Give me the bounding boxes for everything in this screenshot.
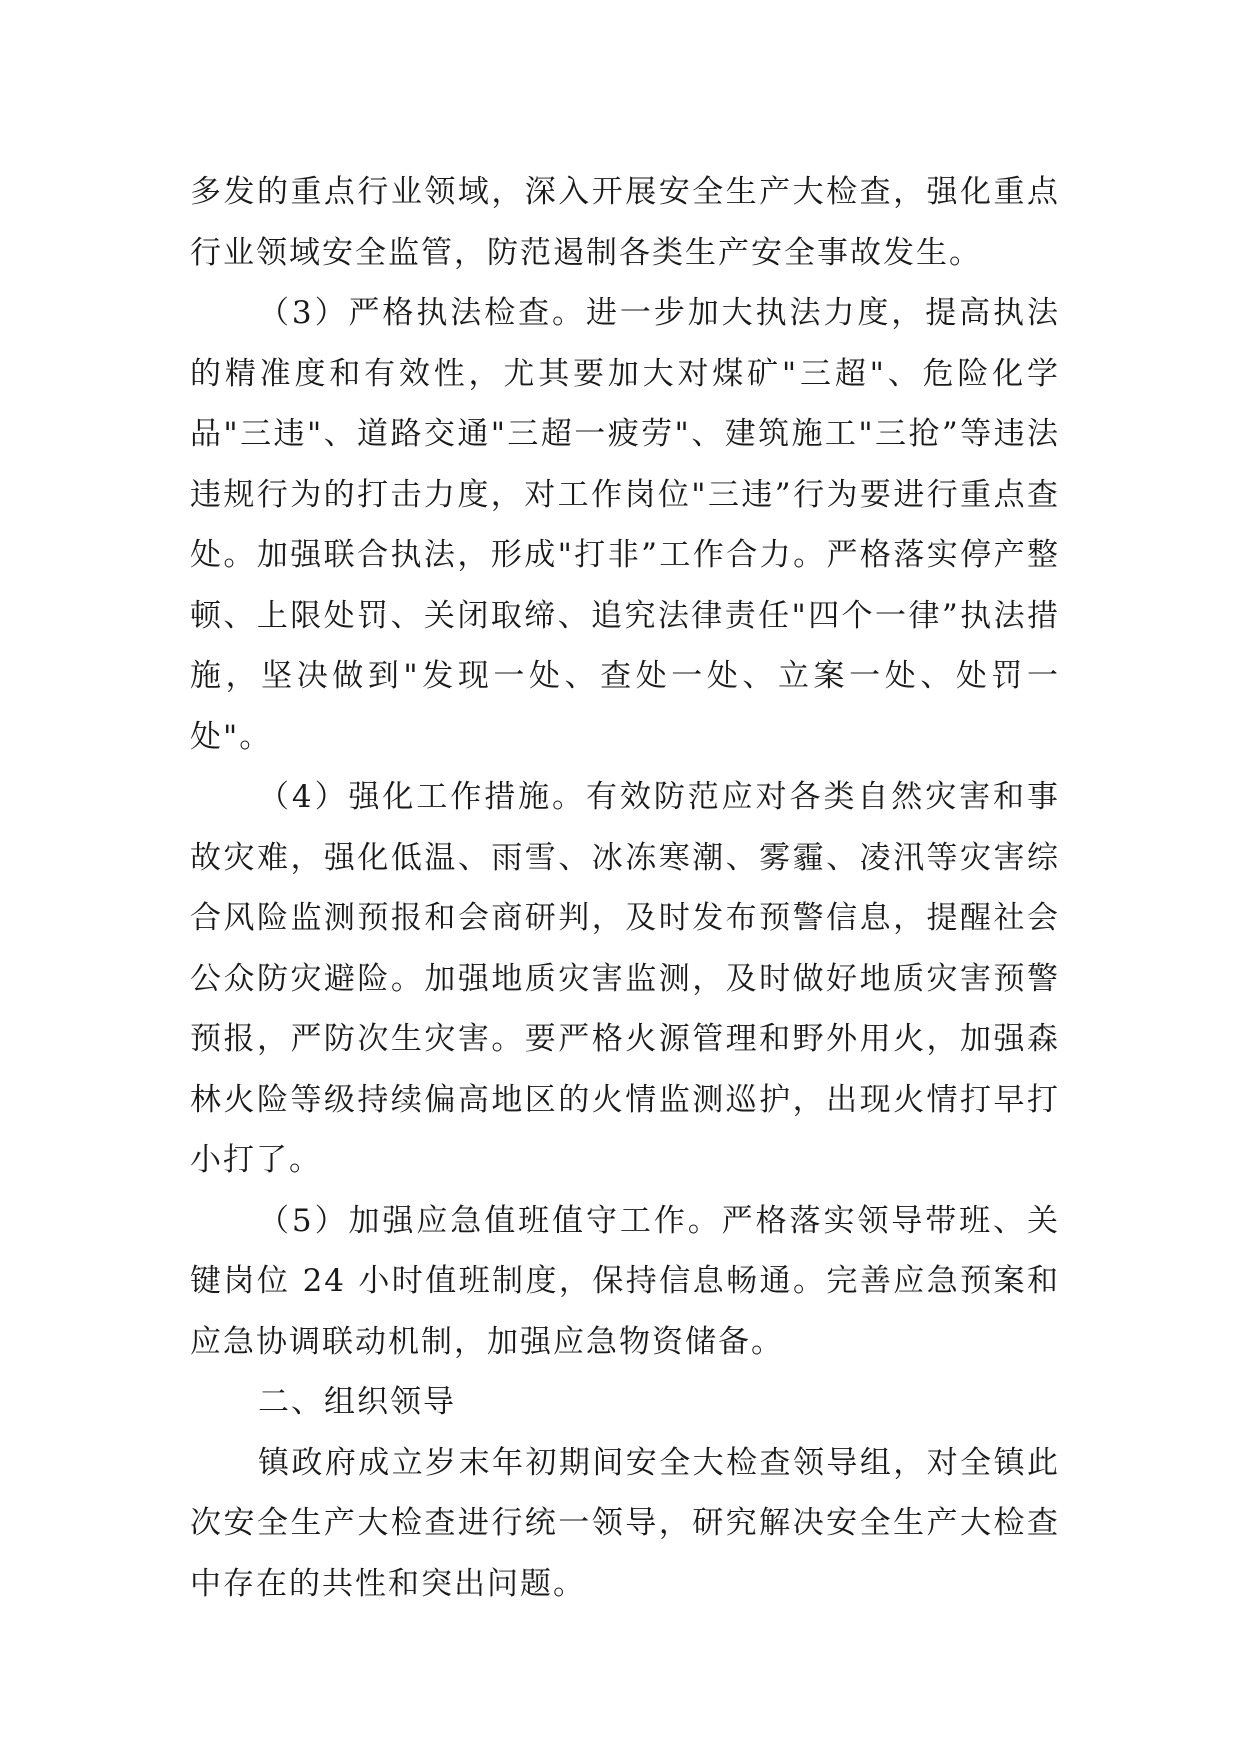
paragraph-emergency-duty: （5）加强应急值班值守工作。严格落实领导带班、关键岗位 24 小时值班制度，保持信息畅通。完善应急预案和应急协调联动机制，加强应急物资储备。 [190,1202,1060,1360]
paragraph-strict-law-enforcement: （3）严格执法检查。进一步加大执法力度，提高执法的精准度和有效性，尤其要加大对煤矿"三超"、危险化学品"三违"、道路交通"三超一疲劳"、建筑施工"三抢”等违法违规行为的打击力度，对工作岗位"三违”行为要进行重点查处。加强联合执法，形成"打非”工作合力。严格落实停产整顿、上限处罚、关闭取缔、追究法律责任"四个一律”执法措施，坚决做到"发现一处、查处一处、立案一处、处罚一处"。 [190,295,1060,755]
paragraph-strengthen-measures: （4）强化工作措施。有效防范应对各类自然灾害和事故灾难，强化低温、雨雪、冰冻寒潮、雾霾、凌汛等灾害综合风险监测预报和会商研判，及时发布预警信息，提醒社会公众防灾避险。加强地质灾害监测，及时做好地质灾害预警预报，严防次生灾害。要严格火源管理和野外用火，加强森林火险等级持续偏高地区的火情监测巡护，出现火情打早打小打了。 [190,779,1060,1178]
section-heading-organization: 二、组织领导 [258,1384,456,1420]
paragraph-leadership-group: 镇政府成立岁末年初期间安全大检查领导组，对全镇此次安全生产大检查进行统一领导，研究解决安全生产大检查中存在的共性和突出问题。 [190,1444,1060,1602]
paragraph-continuation: 多发的重点行业领域，深入开展安全生产大检查，强化重点行业领域安全监管，防范遏制各类生产安全事故发生。 [190,174,1060,271]
document-body [190,162,1060,1614]
